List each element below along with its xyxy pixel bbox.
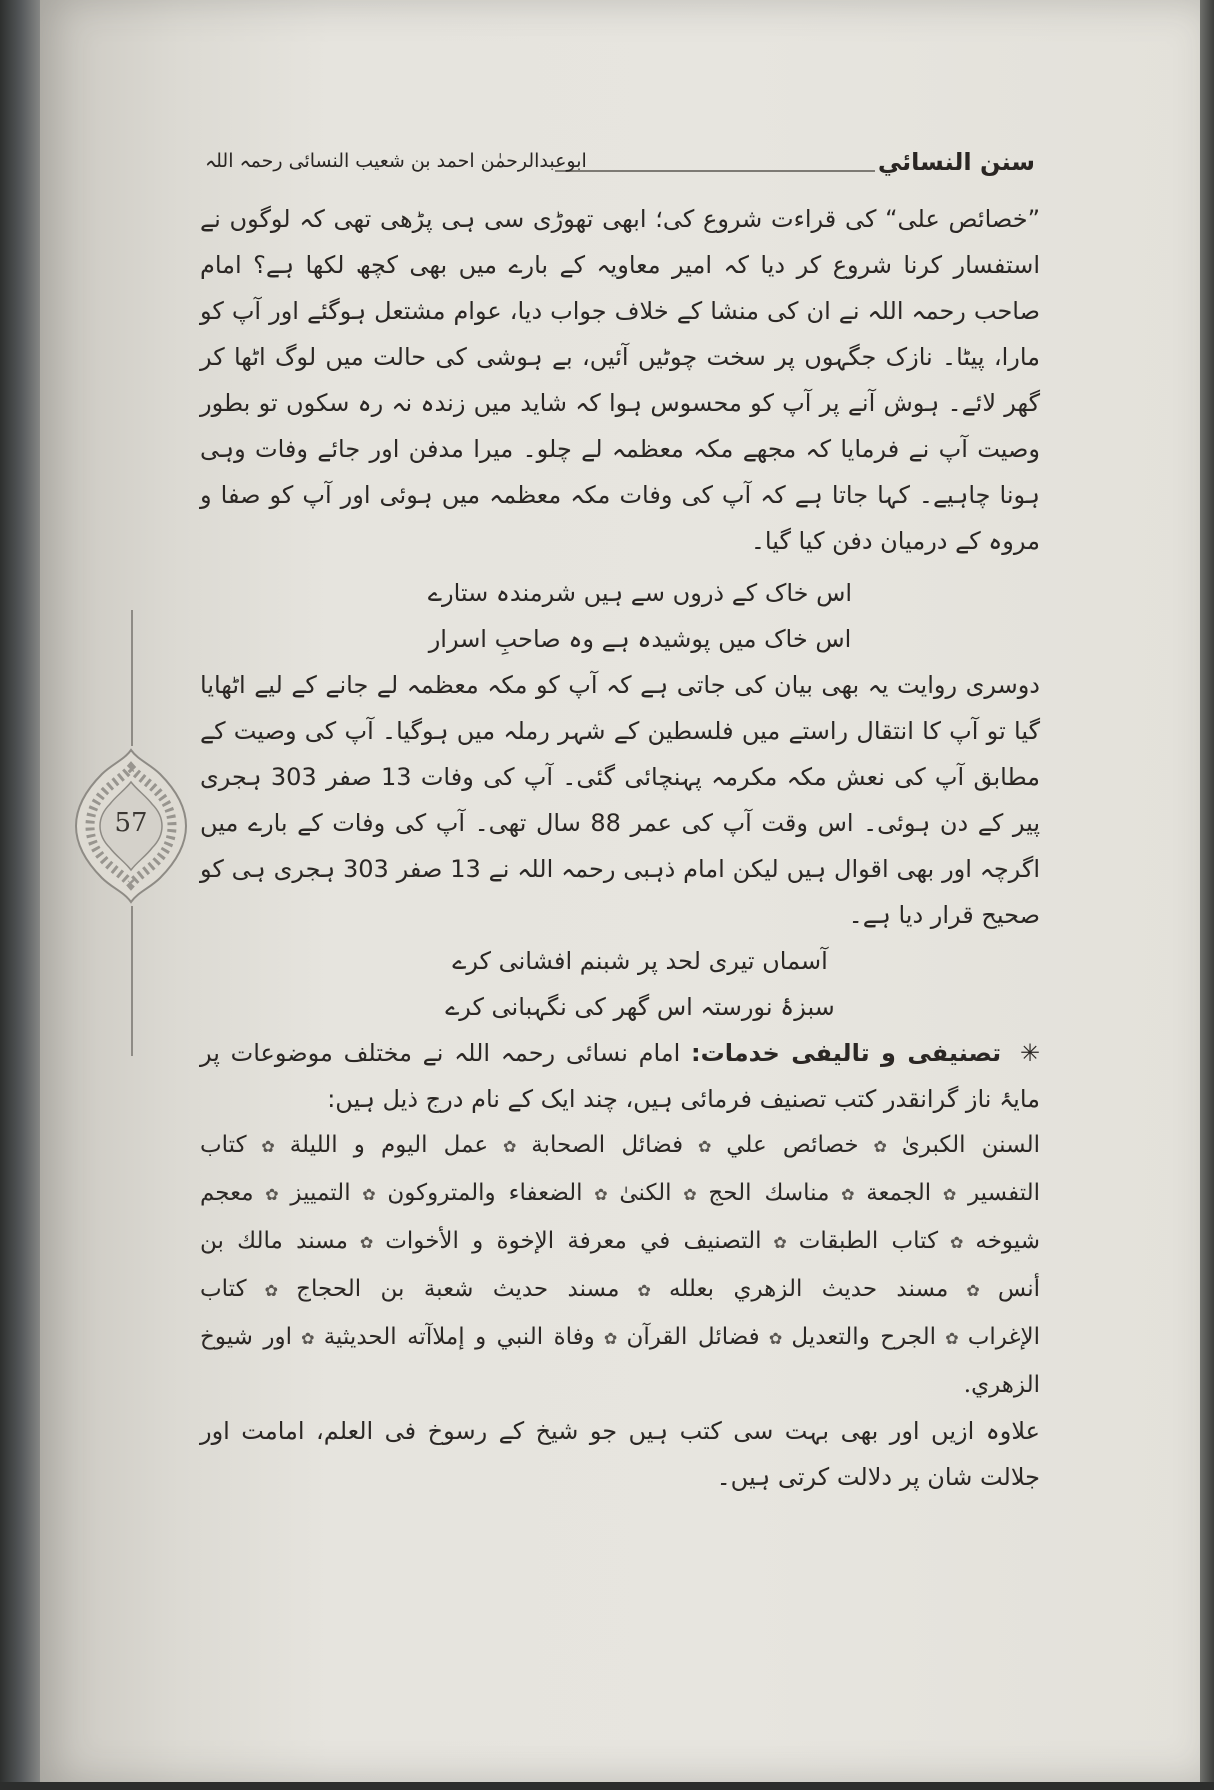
flower-separator-icon: ✿: [625, 1281, 663, 1300]
work-title: التصنيف في معرفة الإخوة و الأخوات: [385, 1228, 762, 1254]
work-title: كتاب التفسير: [200, 1132, 1041, 1206]
author-name: ابوعبدالرحمٰن احمد بن شعیب النسائی رحمہ اللہ: [205, 150, 587, 172]
flower-separator-icon: ✿: [494, 1137, 526, 1156]
verse-block-2: [200, 938, 1040, 1030]
running-header: [205, 148, 1035, 188]
book-spine-shadow: [0, 0, 42, 1790]
flower-separator-icon: ✿: [353, 1233, 380, 1252]
book-title: سنن النسائي: [877, 148, 1035, 176]
work-title: مسند حديث شعبة بن الحجاج: [296, 1276, 620, 1302]
flower-separator-icon: ✿: [252, 1137, 284, 1156]
flower-separator-icon: ✿: [689, 1137, 721, 1156]
ornament-line-bottom: [131, 906, 133, 1056]
flower-separator-icon: ✿: [954, 1281, 992, 1300]
verse-line: اس خاک میں پوشیدہ ہے وہ صاحبِ اسرار: [428, 625, 852, 653]
flower-separator-icon: ✿: [942, 1329, 962, 1348]
flower-separator-icon: ✿: [944, 1233, 970, 1252]
work-title: الجرح والتعديل: [791, 1324, 937, 1350]
verse-block-1: [200, 570, 1040, 662]
work-title: الكنىٰ: [619, 1180, 672, 1206]
work-title: اور شيوخ الزهري.: [200, 1324, 1040, 1398]
work-title: وفاة النبي و إملاآته الحديثية: [323, 1324, 595, 1350]
work-title: معجم شيوخه: [200, 1180, 1041, 1254]
page-number-ornament: [72, 746, 190, 906]
page-body: [200, 196, 1040, 1500]
section-works: [200, 1030, 1040, 1122]
verse-line: اس خاک کے ذروں سے ہیں شرمندہ ستارے: [427, 579, 853, 607]
flower-separator-icon: ✿: [864, 1137, 896, 1156]
paragraph-second-narration: دوسری روایت یہ بھی بیان کی جاتی ہے کہ آپ کو مکہ معظمہ لے جانے کے لیے اٹھایا گیا تو آپ کا انتقال راستے میں فلسطین کے شہر رملہ میں ہوگیا۔ آپ کی وصیت کے مطابق آپ کی نعش مکہ مکرمہ پہنچائی گئی۔ آپ کی وفات 13 صفر 303 ہجری پیر کے دن ہوئی۔ اس وقت آپ کی عمر 88 سال تھی۔ آپ کی وفات کے بارے میں اگرچہ اور بھی اقوال ہیں لیکن امام ذہبی رحمہ اللہ نے 13 صفر 303 ہجری ہی کو صحیح قرار دیا ہے۔: [200, 671, 1041, 929]
work-title: فضائل القرآن: [626, 1324, 760, 1350]
flower-separator-icon: ✿: [765, 1329, 786, 1348]
work-title: كتاب الطبقات: [798, 1228, 939, 1254]
flower-separator-icon: ✿: [356, 1185, 382, 1204]
work-title: مناسك الحج: [708, 1180, 830, 1206]
section-intro: امام نسائی رحمہ اللہ نے مختلف موضوعات پر مایۂ ناز گرانقدر کتب تصنیف فرمائی ہیں، چند ایک کے نام درج ذیل ہیں:: [200, 1039, 1040, 1113]
closing-paragraph: علاوہ ازیں اور بھی بہت سی کتب ہیں جو شیخ کے رسوخ فی العلم، امامت اور جلالت شان پر دلالت کرتی ہیں۔: [200, 1417, 1040, 1491]
flower-separator-icon: ✿: [259, 1185, 285, 1204]
verse-line: آسماں تیری لحد پر شبنم افشانی کرے: [452, 947, 828, 975]
flower-separator-icon: ✿: [252, 1281, 291, 1300]
work-title: مسند مالك بن أنس: [200, 1228, 1041, 1302]
verse-line: سبزۂ نورستہ اس گھر کی نگہبانی کرے: [445, 993, 835, 1021]
flower-separator-icon: ✿: [298, 1329, 318, 1348]
flower-separator-icon: ✿: [588, 1185, 614, 1204]
work-title: الضعفاء والمتروكون: [387, 1180, 583, 1206]
page-bottom-edge: [0, 1782, 1214, 1790]
ornament-line-top: [131, 610, 133, 746]
flower-separator-icon: ✿: [767, 1233, 793, 1252]
flower-separator-icon: ✿: [937, 1185, 962, 1204]
work-title: السنن الكبرىٰ: [901, 1132, 1041, 1158]
section-heading: تصنیفی و تالیفی خدمات:: [691, 1039, 1002, 1067]
flower-separator-icon: ✿: [600, 1329, 621, 1348]
header-rule: [555, 170, 875, 172]
asterisk-star-icon: ✳: [1019, 1039, 1040, 1067]
page-edge: [1200, 0, 1214, 1790]
flower-separator-icon: ✿: [835, 1185, 861, 1204]
work-title: التمييز: [290, 1180, 351, 1206]
work-title: مسند حديث الزهري بعلله: [668, 1276, 949, 1302]
page-number: 57: [114, 808, 148, 838]
flower-separator-icon: ✿: [677, 1185, 703, 1204]
works-list: [200, 1122, 1040, 1408]
work-title: عمل اليوم و الليلة: [289, 1132, 489, 1158]
paragraph-death-account: ”خصائص علی“ کی قراءت شروع کی؛ ابھی تھوڑی سی ہی پڑھی تھی کہ لوگوں نے استفسار کرنا شروع کر دیا کہ امیر معاویہ کے بارے میں بھی کچھ لکھا ہے؟ امام صاحب رحمہ اللہ نے ان کی منشا کے خلاف جواب دیا، عوام مشتعل ہوگئے اور آپ کو مارا، پیٹا۔ نازک جگہوں پر سخت چوٹیں آئیں، بے ہوشی کی حالت میں لوگ اٹھا کر گھر لائے۔ ہوش آنے پر آپ کو محسوس ہوا کہ شاید میں زندہ نہ رہ سکوں تو بطور وصیت آپ نے فرمایا کہ مجھے مکہ معظمہ لے چلو۔ میرا مدفن اور جائے وفات وہی ہونا چاہیے۔ کہا جاتا ہے کہ آپ کی وفات مکہ معظمہ میں ہوئی اور آپ کو صفا و مروہ کے درمیان دفن کیا گیا۔: [200, 205, 1040, 555]
work-title: الجمعة: [866, 1180, 932, 1206]
work-title: كتاب الإغراب: [200, 1276, 1041, 1350]
work-title: فضائل الصحابة: [531, 1132, 684, 1158]
work-title: خصائص علي: [726, 1132, 859, 1158]
